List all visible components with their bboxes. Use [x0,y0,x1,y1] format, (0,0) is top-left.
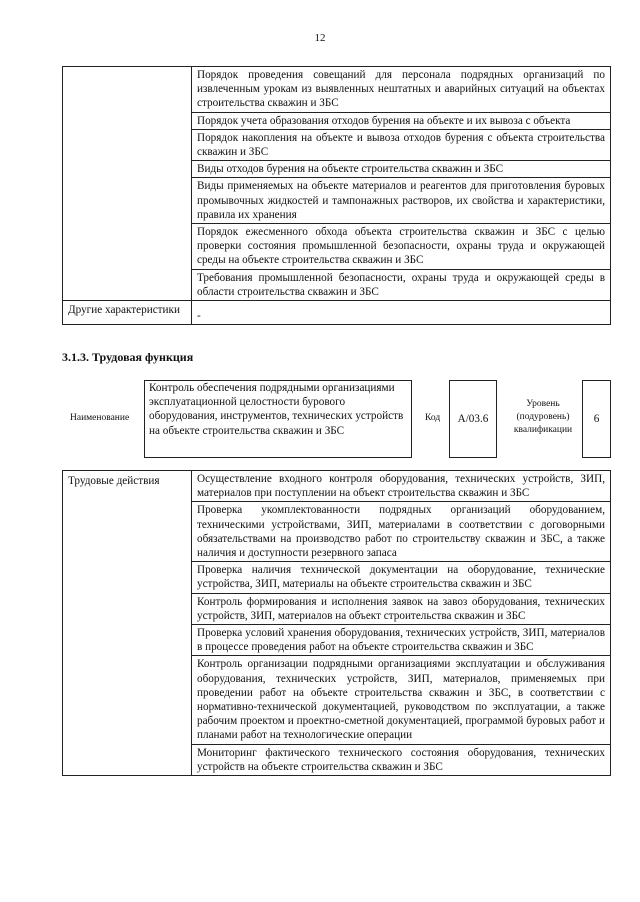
table-row [63,301,611,325]
code-label: Код [425,413,441,423]
table-cell: Мониторинг фактического технического состояния оборудования, технических устройств на объекте строительства скважин и ЗБС [192,744,611,775]
table-cell: Осуществление входного контроля оборудования, технических устройств, ЗИП, материалов при поступлении на объект строительства скважин и ЗБС [192,471,611,502]
table-cell: Виды применяемых на объекте материалов и реагентов для приготовления буровых промывочных жидкостей и тампонажных растворов, их свойства и характеристики, правила их хранения [192,178,611,224]
knowledge-table [62,66,611,325]
table-row [63,471,611,502]
function-name: Контроль обеспечения подрядными организациями эксплуатационной целостности бурового оборудования, инструментов, технических устройств на объекте строительства скважин и ЗБС [144,380,412,458]
row-label-empty [63,67,192,301]
table-cell: Виды отходов бурения на объекте строительства скважин и ЗБС [192,161,611,178]
table-cell: Требования промышленной безопасности, охраны труда и окружающей среды в области строительства скважин и ЗБС [192,269,611,300]
table-cell: Порядок ежесменного обхода объекта строительства скважин и ЗБС с целью проверки состояния промышленной безопасности, охраны труда и окружающей среды на объекте строительства скважин и ЗБС [192,224,611,270]
name-label: Наименование [70,413,130,423]
other-characteristics-label: Другие характеристики [63,301,192,325]
page-number: 12 [314,32,326,44]
table-cell: Контроль формирования и исполнения заявок на завоз оборудования, технических устройств, ЗИП, материалов на объект строительства скважин и ЗБС [192,593,611,624]
table-cell: Проверка условий хранения оборудования, технических устройств, ЗИП, материалов в процессе проведения работ на объекте строительства скважин и ЗБС [192,625,611,656]
table-row [63,67,611,113]
table-cell: Проверка наличия технической документации на оборудование, технические устройства, ЗИП, материалы на объекте строительства скважин и ЗБС [192,562,611,593]
qualification-level-value: 6 [582,380,611,458]
labor-actions-label: Трудовые действия [63,471,192,776]
function-header [62,380,611,460]
table-cell: Проверка укомплектованности подрядных организаций оборудованием, техническими устройствами, ЗИП, материалами в соответствии с договорными обязательствами на производство работ по строительству скважин и ЗБС, а также наличия и доступности резервного запаса [192,502,611,562]
qualification-level-label: Уровень (подуровень) квалификации [513,399,573,435]
table-cell: Контроль организации подрядными организациями эксплуатации и обслуживания оборудования, технических устройств, ЗИП, материалов, применяемых при проведении работ на объекте строительства скважин и ЗБС, в соответствии с нормативно-технической документацией, руководством по эксплуатации, а также рабочим проектом и проектно-сметной документацией, программой буровых работ и планами работ на технологические операции [192,656,611,744]
other-characteristics-value: - [192,301,611,325]
table-cell: Порядок проведения совещаний для персонала подрядных организаций по извлеченным урокам из выявленных нештатных и аварийных ситуаций на объектах строительства скважин и ЗБС [192,67,611,113]
table-cell: Порядок учета образования отходов бурения на объекте и их вывоза с объекта [192,112,611,129]
labor-actions-table [62,470,611,776]
table-cell: Порядок накопления на объекте и вывоза отходов бурения с объекта строительства скважин и ЗБС [192,129,611,160]
code-value: A/03.6 [449,380,497,458]
section-heading: 3.1.3. Трудовая функция [62,350,194,364]
